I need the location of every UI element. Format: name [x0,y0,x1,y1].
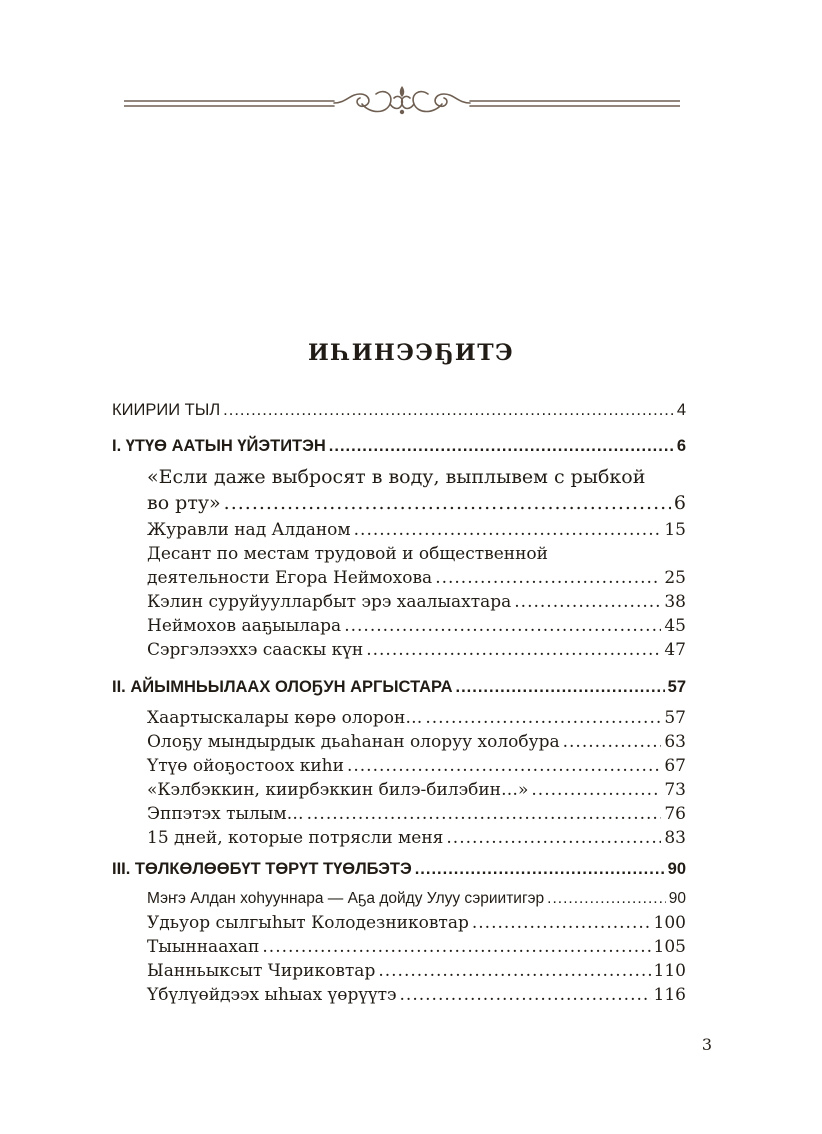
toc-entry-title: КИИРИИ ТЫЛ [112,401,221,419]
toc-page-number: 25 [664,568,686,588]
toc-entry-1-5[interactable] [147,614,686,638]
toc-page-number: 45 [664,616,686,636]
dot-leader [344,614,661,638]
dot-leader [425,706,661,730]
dot-leader [366,638,661,662]
toc-entry-title: Мэҥэ Алдан хоһууннара — Аҕа дойду Улуу сэриитигэр [147,890,545,907]
toc-entry-1-4[interactable] [147,590,686,614]
toc-section-title: III. ТӨЛКӨЛӨӨБҮТ ТӨРҮТ ТҮӨЛБЭТЭ [112,860,412,878]
toc-entry-title: Хаартыскалары көрө олорон… [147,708,423,728]
dot-leader [224,491,671,515]
toc-entry-2-6[interactable] [147,826,686,850]
toc-entry-title: Удьуор сылгыһыт Колодезниковтар [147,913,469,933]
toc-entry-title: Журавли над Алданом [147,520,351,540]
dot-leader [563,730,662,754]
dot-leader [472,911,651,935]
dot-leader [514,590,661,614]
toc-entry-3-5[interactable] [147,983,686,1007]
toc-page-number: 76 [664,804,686,824]
toc-page-number: 100 [653,913,686,933]
toc-entry-2-2[interactable] [147,730,686,754]
toc-page-number: 105 [653,937,686,957]
toc-page-number: 73 [664,780,686,800]
toc-entry-2-1[interactable] [147,706,686,730]
dot-leader [415,857,665,881]
toc-page-number: 110 [653,961,686,981]
toc-page-number: 63 [664,732,686,752]
toc-page-number: 38 [664,592,686,612]
toc-entry-1-3[interactable] [147,566,686,590]
toc-entry-3-1[interactable] [147,887,686,911]
toc-entry-1-2[interactable] [147,518,686,542]
dot-leader [547,887,666,911]
dot-leader [446,826,661,850]
toc-entry-2-5[interactable] [147,802,686,826]
toc-entry-intro[interactable] [112,398,686,422]
toc-section-title: II. АЙЫМНЬЫЛААХ ОЛОҔУН АРГЫСТАРА [112,678,453,696]
toc-page-number: 90 [667,860,686,878]
toc-entry-title: Неймохов ааҕыылара [147,616,342,636]
toc-entry-title-line2: во рту» [147,492,221,514]
toc-entry-title-line1: «Если даже выбросят в воду, выплывем с рыбкой [147,466,646,488]
toc-entry-title: Ыанньыксыт Чириковтар [147,961,376,981]
toc-section-1[interactable] [112,434,686,458]
toc-entry-3-2[interactable] [147,911,686,935]
toc-entry-title-line1: Десант по местам трудовой и общественной [147,544,549,564]
toc-entry-title: Олоҕу мындырдык дьаһанан олоруу холобура [147,732,560,752]
dot-leader [329,434,674,458]
toc-entry-title: Үбүлүөйдээх ыһыах үөрүүтэ [147,985,397,1005]
toc-entry-title: Тыыннаахап [147,937,260,957]
toc-entry-1-1[interactable] [147,491,686,515]
toc-page-number: 57 [664,708,686,728]
dot-leader [354,518,662,542]
dot-leader [347,754,661,778]
toc-page-number: 116 [653,985,686,1005]
dot-leader [435,566,661,590]
toc-entry-title: Эппэтэх тылым… [147,804,304,824]
toc-entry-2-4[interactable] [147,778,686,802]
page-number: 3 [701,1035,713,1054]
page-title: ИҺИНЭЭҔИТЭ [307,340,515,366]
dot-leader [456,675,665,699]
toc-entry-title: Үтүө ойоҕостоох киһи [147,756,344,776]
toc-page-number: 57 [667,678,686,696]
dot-leader [307,802,662,826]
toc-section-2[interactable] [112,675,686,699]
toc-entry-3-4[interactable] [147,959,686,983]
toc-page-number: 67 [664,756,686,776]
toc-section-title: I. ҮТҮӨ ААТЫН ҮЙЭТИТЭН [112,437,326,455]
dot-leader [400,983,651,1007]
toc-entry-2-3[interactable] [147,754,686,778]
toc-page-number: 47 [664,640,686,660]
toc-page-number: 6 [676,437,686,455]
toc-entry-1-6[interactable] [147,638,686,662]
toc-entry-title: Сэргэлээххэ сааскы күн [147,640,364,660]
toc-section-3[interactable] [112,857,686,881]
dot-leader [378,959,650,983]
toc-entry-title: «Кэлбэккин, киирбэккин билэ-билэбин…» [147,780,529,800]
toc-page-number: 90 [668,890,686,907]
toc-entry-title: 15 дней, которые потрясли меня [147,828,444,848]
toc-page-number: 4 [676,401,686,419]
dot-leader [223,398,674,422]
toc-entry-3-3[interactable] [147,935,686,959]
toc-entry-title: Кэлин суруйуулларбыт эрэ хаалыахтара [147,592,512,612]
toc-page-number: 15 [664,520,686,540]
toc-entry-title-line2: деятельности Егора Неймохова [147,568,433,588]
toc-page-number: 83 [664,828,686,848]
dot-leader [531,778,661,802]
dot-leader [262,935,650,959]
toc-page-number: 6 [673,492,686,514]
